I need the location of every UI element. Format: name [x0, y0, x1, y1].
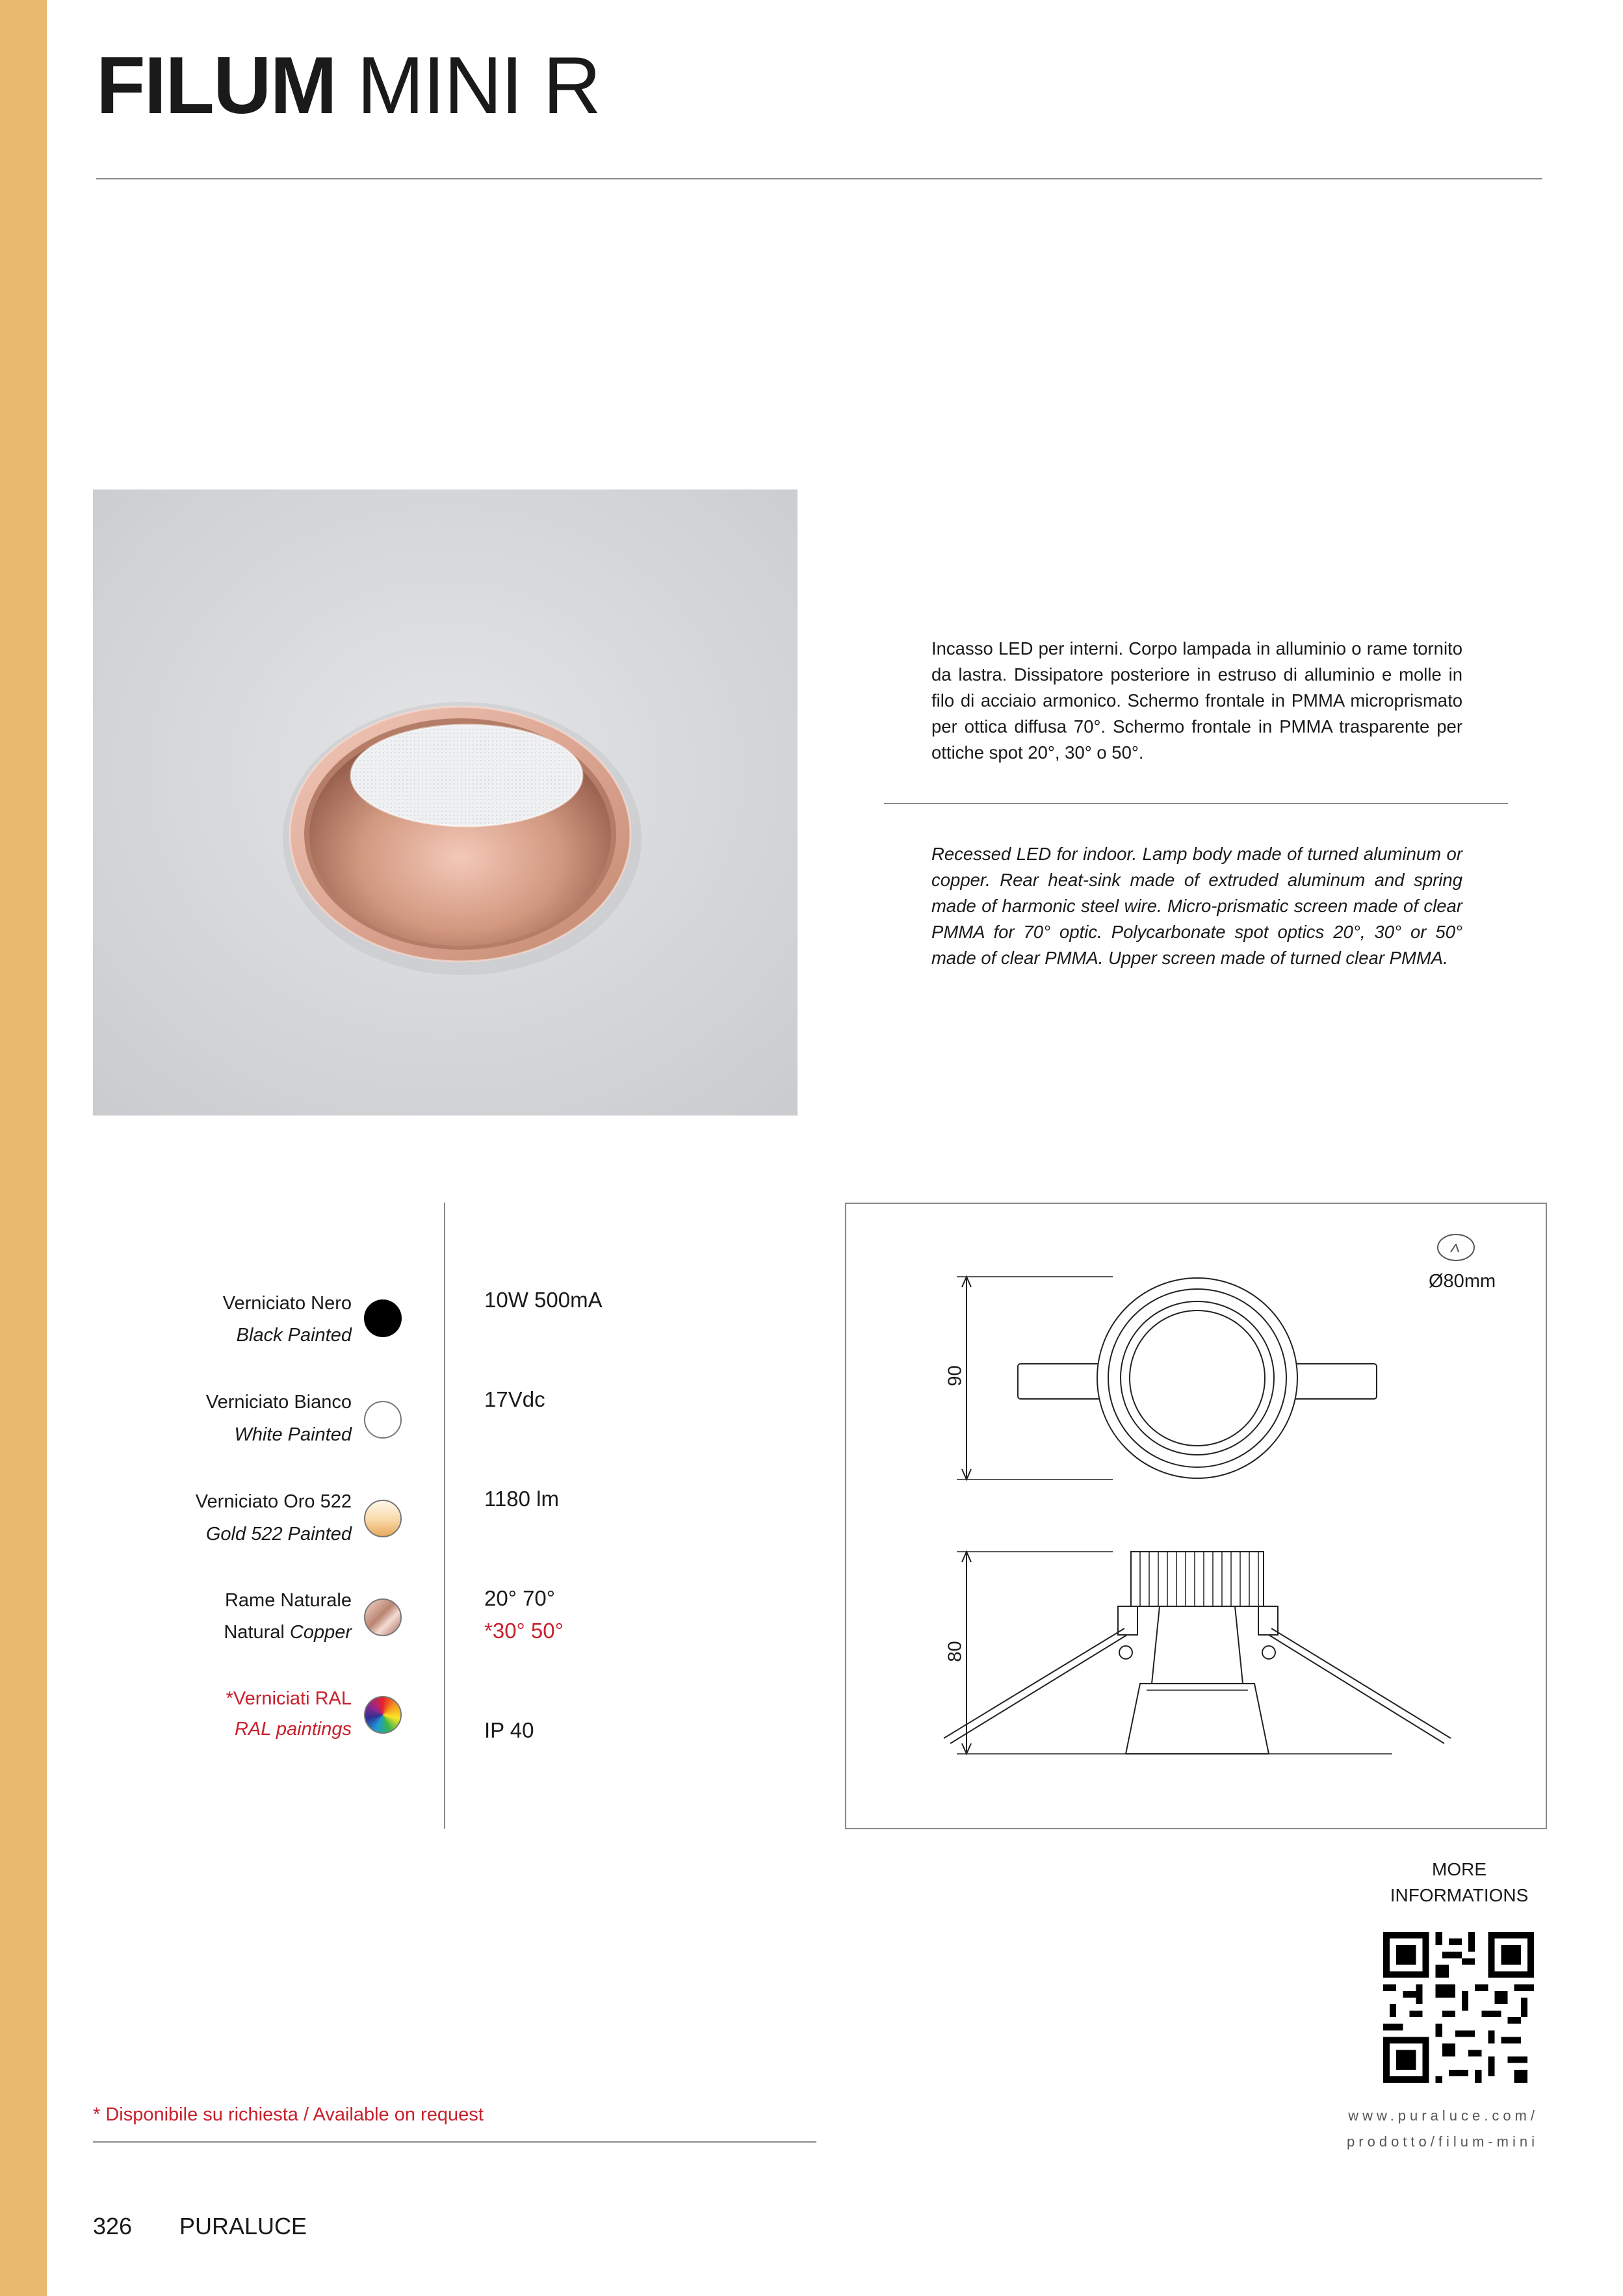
finish-label-en: Black Painted [236, 1325, 352, 1346]
finish-label-en: Gold 522 Painted [205, 1524, 352, 1545]
page-number: 326 [93, 2213, 133, 2239]
swatch-copper [364, 1598, 402, 1636]
spec-voltage: 17Vdc [484, 1387, 545, 1411]
swatch-white [364, 1401, 402, 1439]
side-color-bar [0, 0, 47, 2296]
column-divider [444, 1203, 445, 1829]
more-line-2: INFORMATIONS [1390, 1885, 1529, 1905]
finish-label-it: Rame Naturale [224, 1590, 352, 1611]
more-line-1: MORE [1432, 1859, 1487, 1879]
description-english: Recessed LED for indoor. Lamp body made of turned aluminum or copper. Rear heat-sink made of extruded aluminum and spring made of harmonic steel wire. Micro-prismatic screen made of clear PMMA for 70° optic. Polycarbonate spot optics 20°, 30° or 50° made of clear PMMA. Upper screen made of turned clear PMMA. [931, 844, 1462, 968]
availability-footnote: * Disponibile su richiesta / Available on request [93, 2104, 484, 2125]
finish-label-it: *Verniciati RAL [226, 1688, 352, 1709]
dimension-height: 80 [944, 1641, 966, 1662]
qr-code[interactable] [1377, 1925, 1540, 2089]
product-url-line-1[interactable]: www.puraluce.com/ [1348, 2107, 1539, 2124]
finish-label-en: RAL paintings [234, 1719, 352, 1740]
swatch-black [364, 1299, 402, 1337]
finish-label-it: Verniciato Bianco [205, 1392, 352, 1413]
product-url-line-2[interactable]: prodotto/filum-mini [1347, 2133, 1539, 2150]
title-bold: FILUM [96, 41, 336, 131]
header-divider [96, 178, 1542, 179]
swatch-gold [364, 1500, 402, 1537]
cutout-diameter: Ø80mm [1429, 1271, 1496, 1292]
dimension-width: 90 [944, 1365, 966, 1387]
technical-drawing [845, 1203, 1547, 1829]
finish-en-suffix: Copper [289, 1622, 352, 1643]
more-info-label [1384, 1857, 1534, 1909]
swatch-ral [364, 1696, 402, 1734]
finish-label-en [224, 1621, 352, 1643]
footnote-divider [93, 2141, 816, 2143]
drawing-lines [846, 1204, 1548, 1831]
product-title [96, 41, 600, 131]
spec-protection: IP 40 [484, 1718, 534, 1742]
finish-label-en: White Painted [234, 1424, 352, 1445]
spec-optics: 20° 70° [484, 1586, 555, 1610]
product-photo [93, 489, 798, 1115]
brand-name: PURALUCE [179, 2213, 307, 2239]
finish-label-it: Verniciato Oro 522 [195, 1491, 352, 1512]
spec-power: 10W 500mA [484, 1288, 603, 1312]
title-light: MINI R [357, 41, 600, 131]
description-italian: Incasso LED per interni. Corpo lampada in alluminio o rame tornito da lastra. Dissipatore posteriore in estruso di alluminio e molle in filo di acciaio armonico. Schermo frontale in PMMA microprismato per ottica diffusa 70°. Schermo frontale in PMMA trasparente per ottiche spot 20°, 30° o 50°. [931, 638, 1462, 763]
spec-flux: 1180 lm [484, 1487, 559, 1511]
description-divider [884, 803, 1508, 804]
finish-en-prefix: Natural [224, 1622, 285, 1643]
spec-optics-on-request: *30° 50° [484, 1619, 564, 1643]
finish-label-it: Verniciato Nero [222, 1293, 352, 1314]
